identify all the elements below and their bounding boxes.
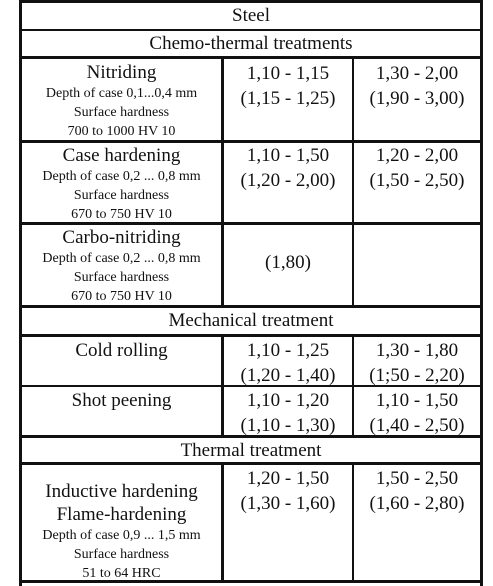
factor-value-bracketed: (1,60 - 2,80) — [369, 493, 465, 514]
factor-value: 1,10 - 1,50 — [375, 390, 459, 411]
hardness-value: 670 to 750 HV 10 — [71, 207, 172, 222]
factor-col1 — [224, 143, 352, 193]
factor-value-bracketed: (1,90 - 3,00) — [369, 88, 465, 109]
factor-col1 — [224, 250, 352, 275]
factor-value: 1,10 - 1,50 — [246, 145, 330, 166]
factor-col2 — [354, 61, 480, 111]
factor-col1 — [224, 338, 352, 388]
hardness-value: 51 to 64 HRC — [82, 566, 161, 581]
table-title: Steel — [232, 5, 270, 26]
factor-value-bracketed: (1,20 - 2,00) — [240, 170, 336, 191]
factor-col1 — [224, 466, 352, 516]
rule — [19, 56, 483, 59]
factor-value: 1,50 - 2,50 — [375, 468, 459, 489]
surface-hardness-label: Surface hardness — [73, 105, 170, 120]
factor-value-bracketed: (1,40 - 2,50) — [369, 415, 465, 436]
factor-col2 — [354, 143, 480, 193]
factor-value-bracketed: (1,80) — [265, 252, 311, 273]
factor-value: 1,10 - 1,20 — [246, 390, 330, 411]
rule — [19, 29, 483, 31]
factor-value-bracketed: (1,50 - 2,50) — [369, 170, 465, 191]
factor-value: 1,10 - 1,25 — [246, 340, 330, 361]
treatment-name: Inductive hardening — [45, 481, 198, 502]
factor-value-bracketed: (1,30 - 1,60) — [240, 493, 336, 514]
factor-value-bracketed: (1,10 - 1,30) — [240, 415, 336, 436]
treatment-name: Nitriding — [86, 62, 157, 83]
surface-hardness-label: Surface hardness — [73, 270, 170, 285]
factor-col1 — [224, 388, 352, 438]
factor-col2 — [354, 466, 480, 516]
treatment-name: Case hardening — [62, 145, 181, 166]
row-carbo-nitriding — [22, 226, 221, 306]
factor-value-bracketed: (1,15 - 1,25) — [240, 88, 336, 109]
factor-value-bracketed: (1,20 - 1,40) — [240, 365, 336, 386]
treatment-name: Flame-hardening — [56, 504, 187, 525]
case-depth: Depth of case 0,2 ... 0,8 mm — [42, 251, 201, 266]
case-depth: Depth of case 0,2 ... 0,8 mm — [42, 169, 201, 184]
rule — [19, 334, 483, 337]
treatment-name: Carbo-nitriding — [62, 227, 181, 248]
section-chemo-thermal: Chemo-thermal treatments — [149, 33, 353, 54]
factor-value: 1,20 - 1,50 — [246, 468, 330, 489]
rule — [19, 462, 483, 465]
case-depth: Depth of case 0,1...0,4 mm — [45, 86, 198, 101]
row-nitriding — [22, 61, 221, 141]
row-cold-rolling: Cold rolling — [75, 340, 168, 361]
row-shot-peening: Shot peening — [71, 390, 172, 411]
factor-col2 — [354, 338, 480, 388]
rule-top — [19, 0, 483, 3]
hardness-value: 700 to 1000 HV 10 — [67, 124, 176, 139]
factor-value-bracketed: (1;50 - 2,20) — [369, 365, 465, 386]
row-case-hardening — [22, 144, 221, 224]
factor-value: 1,10 - 1,15 — [246, 63, 330, 84]
row-inductive-flame-hardening — [22, 480, 221, 583]
surface-hardness-label: Surface hardness — [73, 547, 170, 562]
section-thermal: Thermal treatment — [180, 440, 322, 461]
section-mechanical: Mechanical treatment — [168, 310, 334, 331]
factor-value: 1,30 - 1,80 — [375, 340, 459, 361]
factor-col2 — [354, 388, 480, 438]
hardness-value: 670 to 750 HV 10 — [71, 289, 172, 304]
factor-col1 — [224, 61, 352, 111]
case-depth: Depth of case 0,9 ... 1,5 mm — [42, 528, 201, 543]
surface-hardness-label: Surface hardness — [73, 188, 170, 203]
factor-value: 1,30 - 2,00 — [375, 63, 459, 84]
factor-value: 1,20 - 2,00 — [375, 145, 459, 166]
